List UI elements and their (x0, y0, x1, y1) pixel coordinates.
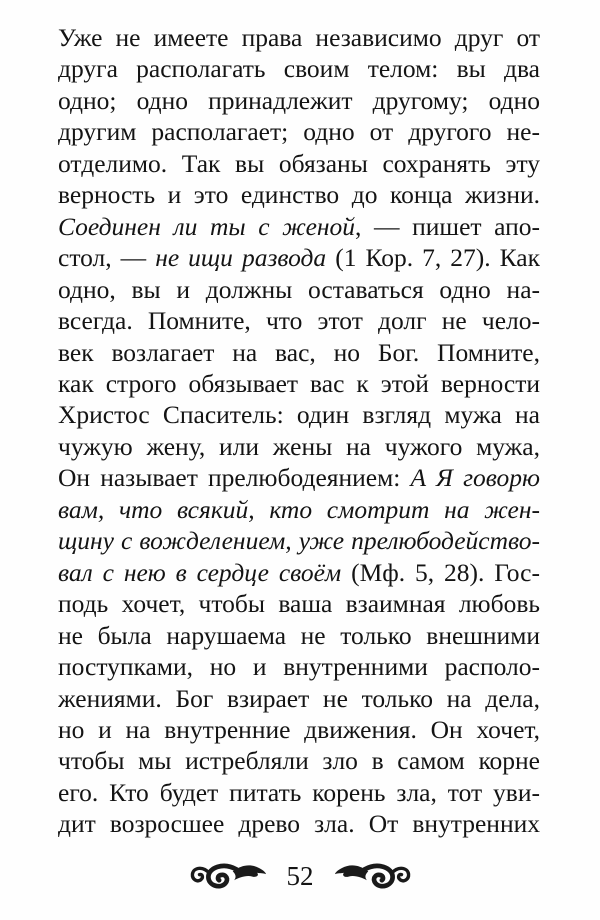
text-line (58, 462, 540, 493)
text-line (58, 211, 540, 242)
text-run: как строго обязывает вас к этой верности (58, 368, 540, 398)
text-run: (1 Кор. 7, 27). Как (326, 243, 540, 273)
text-line (58, 148, 540, 179)
text-run: всегда. Помните, что этот долг не чело- (58, 306, 540, 336)
text-run: его. Кто будет питать корень зла, тот уви- (58, 777, 540, 807)
text-line (58, 274, 540, 305)
text-line (58, 808, 540, 839)
scroll-flourish-left-icon (189, 861, 269, 891)
text-run: стол, — (58, 243, 156, 273)
text-line (58, 620, 540, 651)
text-run-italic: не ищи развода (155, 243, 327, 273)
text-run-italic: щину с вожделением, уже прелюбодейство- (58, 526, 540, 556)
text-run: Уже не имеете права независимо друг от (58, 23, 540, 52)
text-line (58, 53, 540, 84)
text-line (58, 525, 540, 556)
page-number: 52 (286, 860, 314, 891)
text-line (58, 777, 540, 808)
text-line (58, 399, 540, 430)
text-run: жениями. Бог взирает не только на дела, (58, 683, 540, 713)
text-run: век возлагает на вас, но Бог. Помните, (58, 337, 540, 367)
page-footer (0, 854, 600, 898)
text-line (58, 494, 540, 525)
text-run: верность и это единство до конца жизни. (58, 180, 540, 210)
text-line (58, 683, 540, 714)
text-line (58, 588, 540, 619)
text-line (58, 179, 540, 210)
text-run: чужую жену, или жены на чужого мужа, (58, 431, 540, 461)
text-run-italic: А Я говорю (410, 463, 540, 493)
text-run: но и на внутренние движения. Он хочет, (58, 714, 540, 744)
text-run: (Мф. 5, 28). Гос- (341, 557, 540, 587)
text-line (58, 305, 540, 336)
text-line (58, 337, 540, 368)
text-line (58, 714, 540, 745)
text-line (58, 242, 540, 273)
text-line (58, 745, 540, 776)
text-line (58, 557, 540, 588)
text-run: чтобы мы истребляли зло в самом корне (58, 746, 540, 776)
text-line (58, 368, 540, 399)
text-run: другим располагает; одно от другого не- (58, 117, 540, 147)
text-line (58, 116, 540, 147)
text-run-italic: Соединен ли ты с женой (58, 211, 356, 241)
text-line (58, 651, 540, 682)
text-run: Он называет прелюбодеянием: (58, 463, 411, 493)
text-run: дит возросшее древо зла. От внутренних (58, 809, 540, 839)
text-line (58, 431, 540, 462)
scroll-flourish-right-icon (332, 861, 412, 891)
text-run-italic: вам, что всякий, кто смотрит на жен- (58, 494, 540, 524)
text-run-italic: вал с нею в сердце своём (58, 557, 342, 587)
text-run: , — пишет апо- (355, 211, 540, 241)
text-run: одно, вы и должны оставаться одно на- (58, 274, 540, 304)
text-run: поступками, но и внутренними располо- (58, 652, 540, 682)
body-text (58, 22, 540, 840)
text-line (58, 85, 540, 116)
text-run: подь хочет, чтобы ваша взаимная любовь (58, 589, 540, 619)
text-run: одно; одно принадлежит другому; одно (58, 85, 540, 115)
text-line (58, 22, 540, 53)
text-run: Христос Спаситель: один взгляд мужа на (58, 400, 540, 430)
text-run: отделимо. Так вы обязаны сохранять эту (58, 148, 540, 178)
text-run: друга располагать своим телом: вы два (58, 54, 540, 84)
text-run: не была нарушаема не только внешними (58, 620, 540, 650)
